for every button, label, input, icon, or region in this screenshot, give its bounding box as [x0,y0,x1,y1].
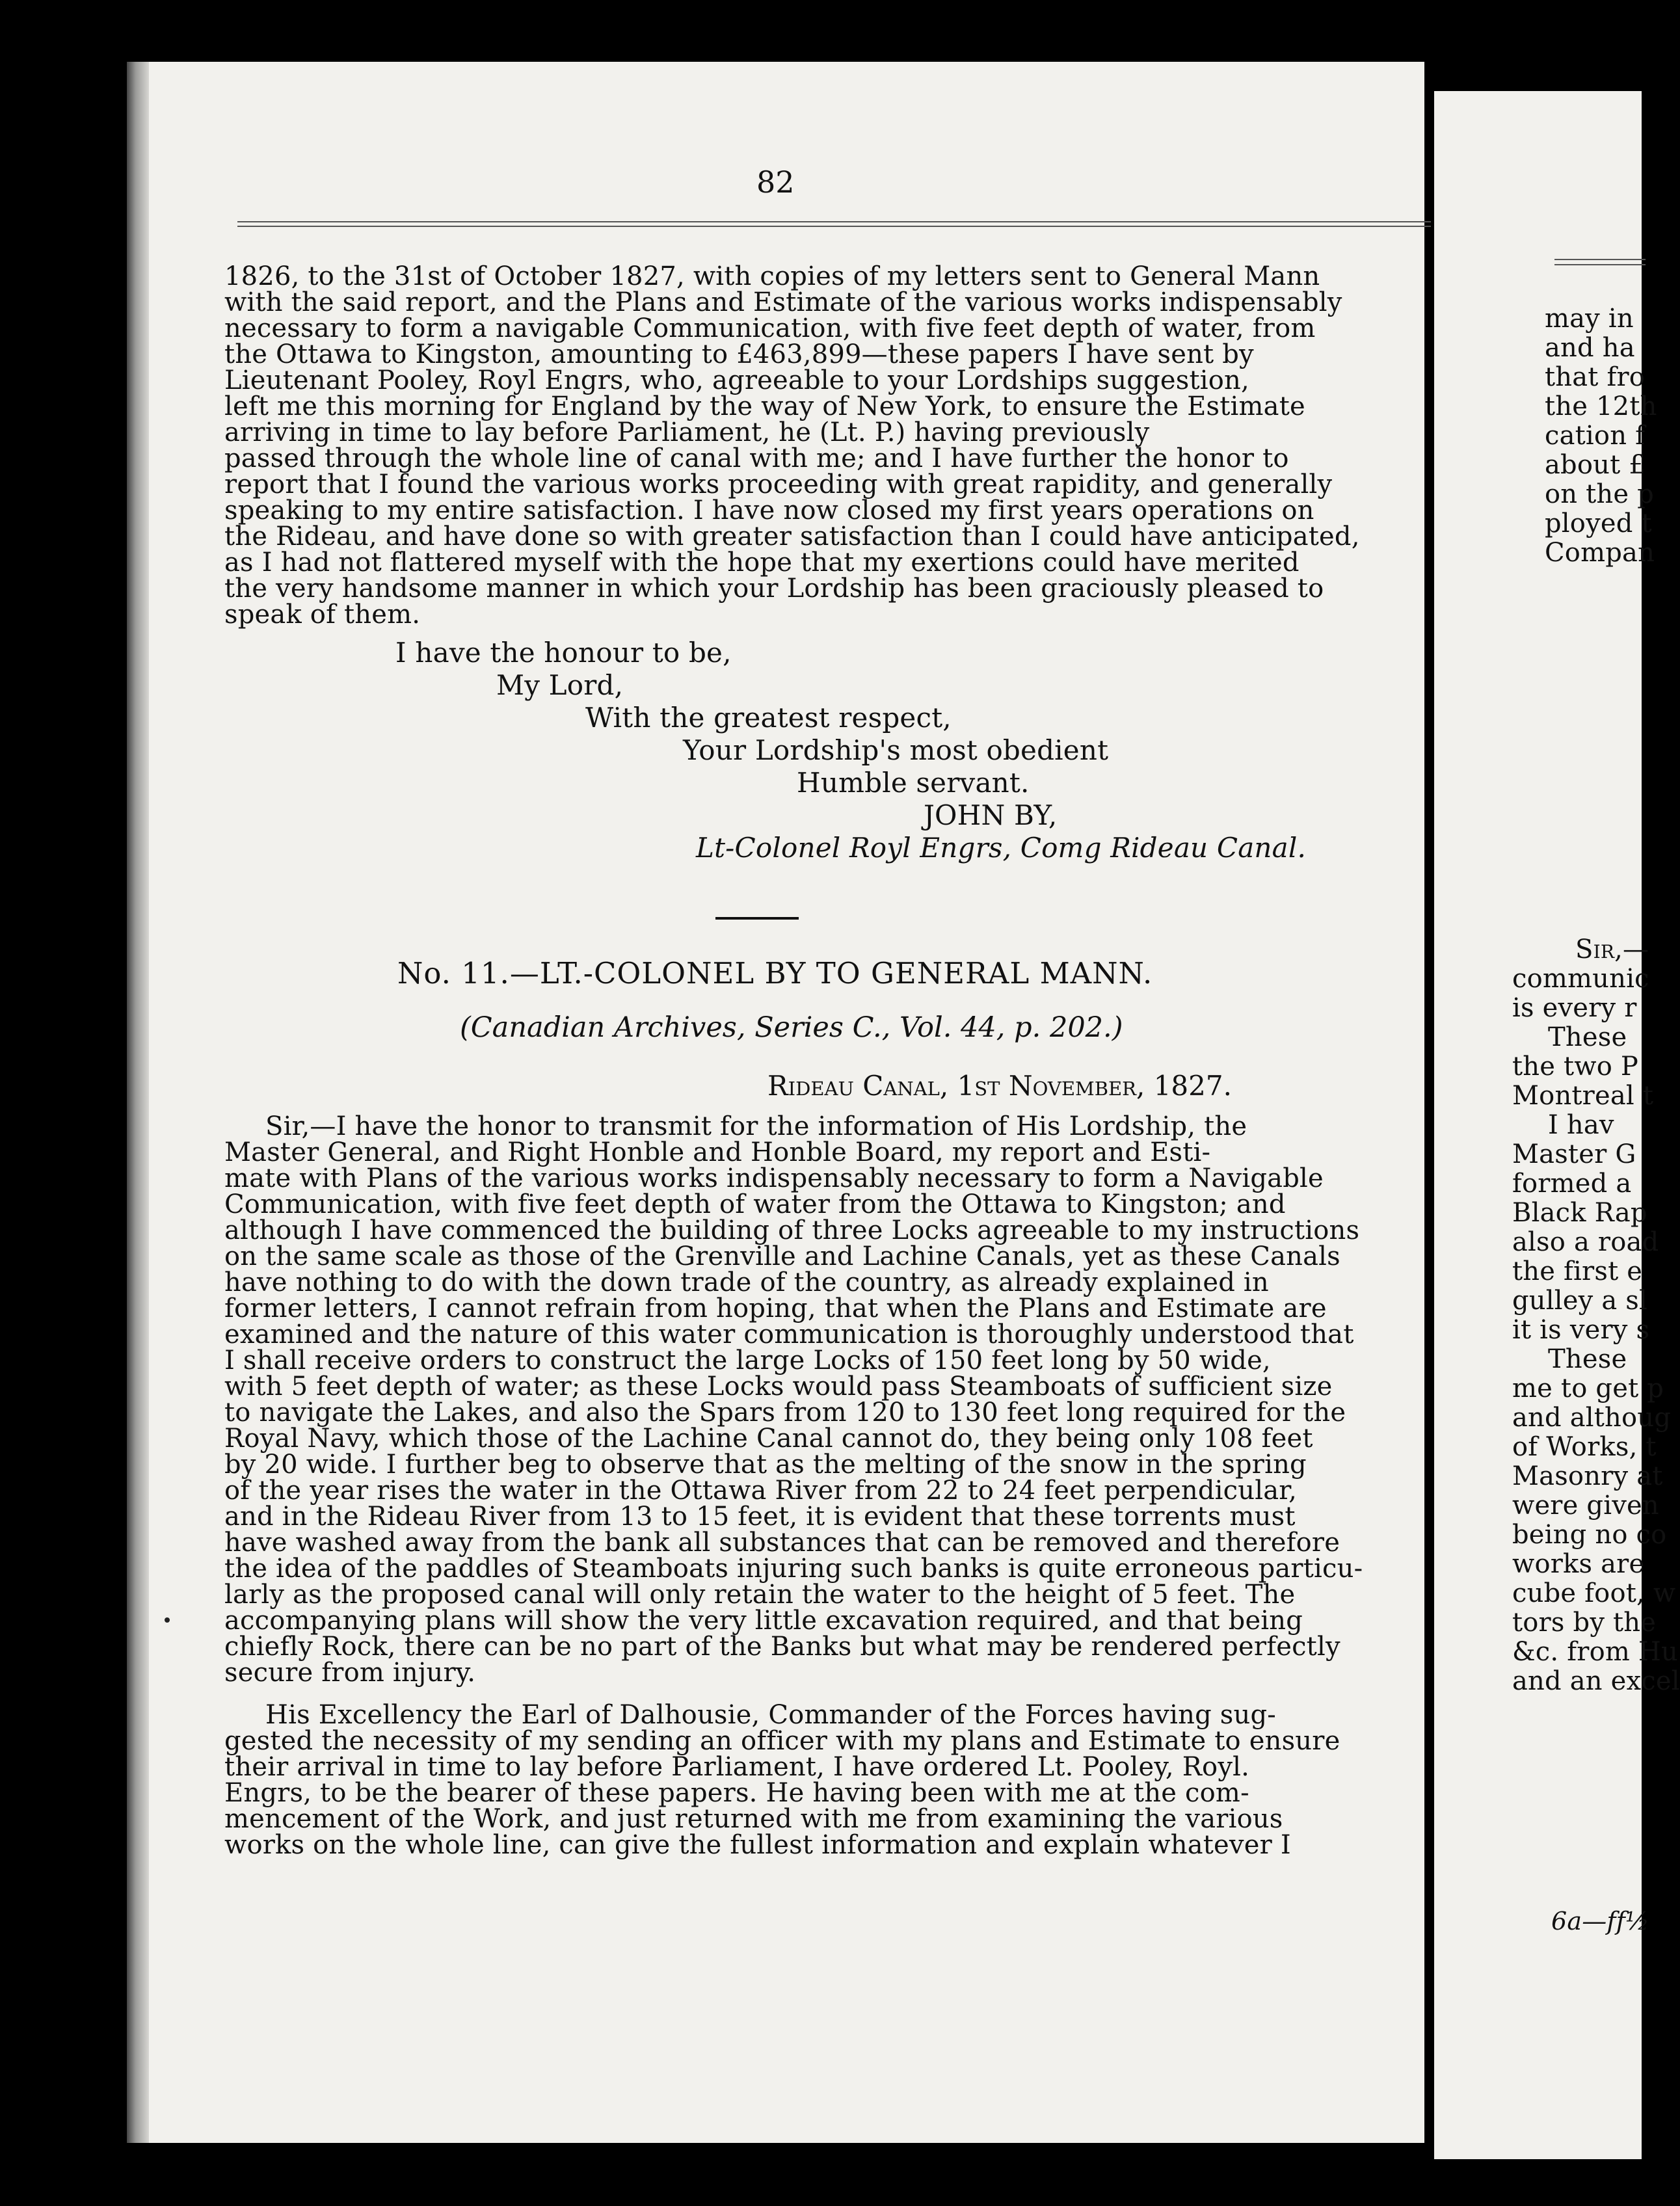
text-line: former letters, I cannot refrain from hoping, that when the Plans and Estimate are [224,1294,1327,1323]
page-edge-shadow [127,62,149,2143]
text-line: accompanying plans will show the very little excavation required, and that being [224,1606,1303,1636]
text-line: have nothing to do with the down trade of the country, as already explained in [224,1268,1269,1297]
text-line: have washed away from the bank all substances that can be removed and therefore [224,1528,1340,1558]
text-line: speak of them. [224,600,421,630]
text-line: His Excellency the Earl of Dalhousie, Commander of the Forces having sug- [265,1700,1276,1730]
text-line: Royal Navy, which those of the Lachine Canal cannot do, they being only 108 feet [224,1424,1313,1454]
text-line: although I have commenced the building of three Locks agreeable to my instructions [224,1216,1360,1245]
text-line: and althoug [1512,1403,1672,1433]
text-line: larly as the proposed canal will only retain the water to the height of 5 feet. The [224,1580,1296,1610]
text-line: on the p [1545,479,1654,509]
header-rule [237,221,1431,222]
text-line: the Ottawa to Kingston, amounting to £463,899—these papers I have sent by [224,339,1254,369]
text-line: left me this morning for England by the way of New York, to ensure the Estimate [224,392,1305,421]
text-line: Sir,— [1575,935,1649,964]
text-line: on the same scale as those of the Grenville and Lachine Canals, yet as these Canals [224,1242,1340,1271]
text-line: about £ [1545,450,1646,480]
closing-line: I have the honour to be, [395,637,732,669]
text-line: me to get p [1512,1374,1664,1403]
text-line: Master General, and Right Honble and Honble Board, my report and Esti- [224,1137,1211,1167]
text-line: Compan [1545,538,1655,568]
text-line: their arrival in time to lay before Parliament, I have ordered Lt. Pooley, Royl. [224,1752,1250,1782]
text-line: These [1548,1022,1627,1052]
text-line: of the year rises the water in the Ottawa River from 22 to 24 feet perpendicular, [224,1476,1298,1506]
text-line: ployed t [1545,509,1652,538]
text-line: speaking to my entire satisfaction. I have now closed my first years operations on [224,496,1314,525]
source-citation: (Canadian Archives, Series C., Vol. 44, p. 202.) [460,1011,1123,1044]
text-line: that fro [1545,362,1646,392]
text-line: report that I found the various works proceeding with great rapidity, and generally [224,470,1333,499]
signature-mark: 6a—ff½ [1551,1907,1649,1935]
text-line: to navigate the Lakes, and also the Spars from 120 to 130 feet long required for the [224,1398,1346,1428]
text-line: of Works, t [1512,1432,1657,1462]
text-line: mencement of the Work, and just returned with me from examining the various [224,1804,1283,1834]
text-line: cube foot, w [1512,1578,1676,1608]
closing-line: Humble servant. [797,767,1030,799]
text-line: secure from injury. [224,1658,476,1688]
dateline: Rideau Canal, 1st November, 1827. [767,1070,1232,1102]
signature-title: Lt-Colonel Royl Engrs, Comg Rideau Canal. [696,832,1307,864]
text-line: necessary to form a navigable Communication, with five feet depth of water, from [224,313,1316,343]
header-rule [1554,259,1646,260]
text-line: the first e [1512,1256,1643,1286]
section-divider [715,917,799,920]
text-line: the two P [1512,1052,1639,1082]
text-line: &c. from Hu [1512,1637,1678,1667]
text-line: examined and the nature of this water communication is thoroughly understood that [224,1320,1354,1349]
left-page [127,62,1424,2143]
header-rule [237,226,1431,227]
text-line: the very handsome manner in which your Lordship has been graciously pleased to [224,574,1324,604]
text-line: is every r [1512,993,1637,1023]
text-line: the 12th [1545,392,1657,421]
text-line: Lieutenant Pooley, Royl Engrs, who, agreeable to your Lordships suggestion, [224,365,1249,395]
text-line: works on the whole line, can give the fullest information and explain whatever I [224,1830,1291,1860]
signature: JOHN BY, [924,799,1058,831]
text-line: it is very s [1512,1315,1650,1345]
text-line: and in the Rideau River from 13 to 15 feet, it is evident that these torrents must [224,1502,1296,1532]
closing-line: Your Lordship's most obedient [683,734,1109,766]
text-line: 1826, to the 31st of October 1827, with copies of my letters sent to General Mann [224,261,1320,291]
text-line: These [1548,1344,1627,1374]
text-line: may in [1545,304,1634,334]
text-line: the idea of the paddles of Steamboats injuring such banks is quite erroneous particu- [224,1554,1363,1584]
page-number: 82 [756,165,795,200]
text-line: and an excel [1512,1666,1680,1696]
right-page-fragment [1434,91,1680,2159]
text-line: mate with Plans of the various works indispensably necessary to form a Navigable [224,1163,1324,1193]
header-rule [1554,264,1646,265]
text-line: with 5 feet depth of water; as these Locks would pass Steamboats of sufficient size [224,1372,1333,1402]
text-line: works are [1512,1549,1645,1579]
text-line: the Rideau, and have done so with greater satisfaction than I could have anticipated, [224,522,1360,552]
text-line: Black Rap [1512,1198,1647,1228]
text-line: Engrs, to be the bearer of these papers. He having been with me at the com- [224,1778,1249,1808]
text-line: were given [1512,1491,1659,1521]
text-line: arriving in time to lay before Parliament, he (Lt. P.) having previously [224,418,1150,447]
text-line: passed through the whole line of canal with me; and I have further the honor to [224,444,1289,473]
text-line: and ha [1545,333,1635,363]
text-line: being no co [1512,1520,1667,1550]
text-line: by 20 wide. I further beg to observe that as the melting of the snow in the spring [224,1450,1307,1480]
text-line: also a road [1512,1227,1659,1257]
text-line: Masonry at [1512,1461,1663,1491]
text-line: Montreal t [1512,1081,1654,1111]
text-line: I hav [1548,1110,1614,1140]
text-line: with the said report, and the Plans and Estimate of the various works indispensably [224,287,1342,317]
text-line: gulley a sl [1512,1286,1648,1316]
closing-line: With the greatest respect, [585,702,952,734]
text-line: cation f [1545,421,1646,451]
text-line: chiefly Rock, there can be no part of the Banks but what may be rendered perfectly [224,1632,1340,1662]
text-line: I shall receive orders to construct the large Locks of 150 feet long by 50 wide, [224,1346,1271,1375]
text-line: formed a [1512,1169,1632,1199]
text-line: Communication, with five feet depth of water from the Ottawa to Kingston; and [224,1189,1286,1219]
closing-line: My Lord, [496,669,624,701]
text-line: tors by the [1512,1608,1657,1638]
text-line: as I had not flattered myself with the hope that my exertions could have merited [224,548,1300,578]
text-line: communic [1512,964,1649,994]
document-heading: No. 11.—LT.-COLONEL BY TO GENERAL MANN. [397,956,1153,990]
text-line: Master G [1512,1139,1636,1169]
text-line: gested the necessity of my sending an officer with my plans and Estimate to ensure [224,1726,1340,1756]
print-speck [165,1617,170,1623]
text-line: Sir,—I have the honor to transmit for the information of His Lordship, the [265,1111,1247,1141]
